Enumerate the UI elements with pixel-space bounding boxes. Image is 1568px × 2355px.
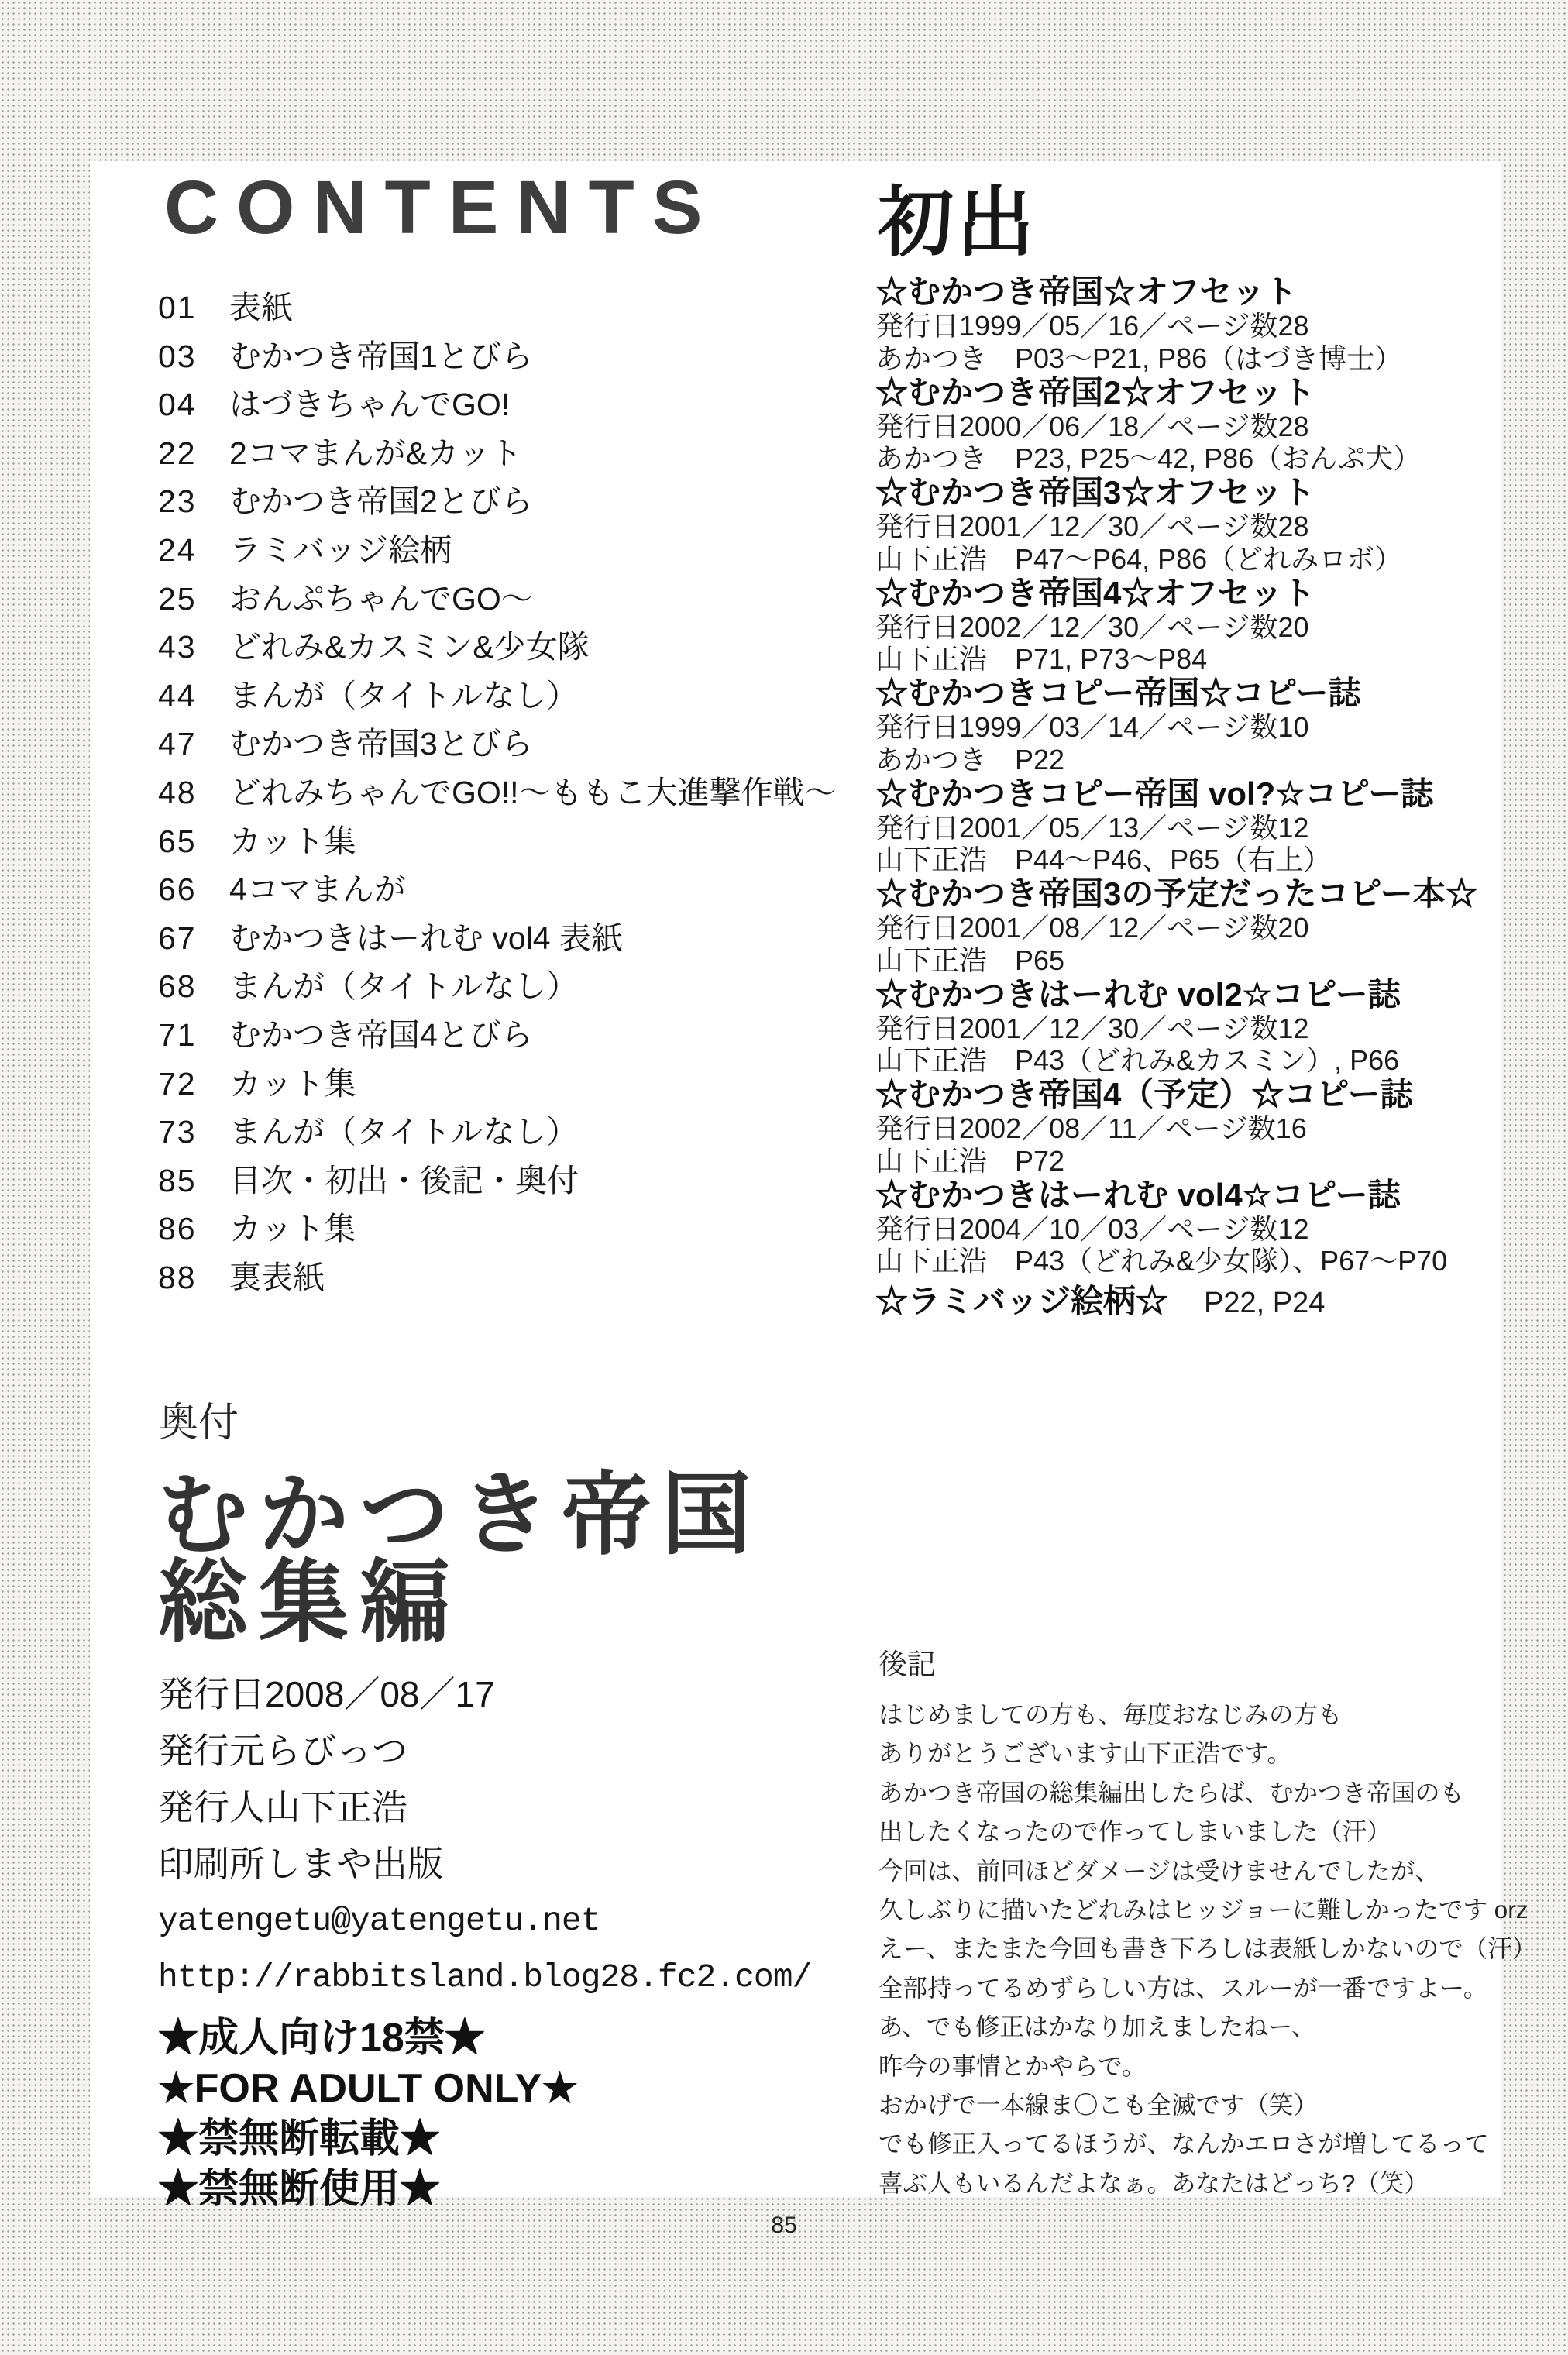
contact-email: yatengetu@yatengetu.net [158, 1902, 600, 1940]
toc-item [158, 961, 837, 1009]
first-publication-list [875, 274, 1508, 1384]
toc-item-title: 4コマまんが [229, 872, 406, 908]
toc-item-page: 65 [158, 823, 197, 859]
afterword-line: おかげで一本線ま〇こも全滅です（笑） [879, 2091, 1319, 2120]
publication-entry [875, 1178, 1508, 1278]
publication-entry [875, 375, 1508, 476]
toc-item [158, 718, 837, 767]
toc-item-page: 86 [158, 1211, 197, 1247]
toc-item-page: 47 [158, 726, 197, 762]
toc-item-title: 裏表紙 [229, 1259, 325, 1295]
warning-line: ★禁無断転載★ [158, 2116, 441, 2161]
toc-item-page: 03 [158, 338, 197, 374]
afterword-line: 出したくなったので作ってしまいました（汗） [879, 1817, 1391, 1846]
publication-entry-detail: あかつき P23, P25～42, P86（おんぷ犬） [875, 442, 1422, 474]
publication-entry-detail: 発行日1999／05／16／ページ数28 [875, 310, 1309, 342]
toc-item-title: 2コマまんが&カット [229, 435, 522, 471]
issuer: 発行人山下正浩 [158, 1787, 407, 1827]
publication-entry-detail: 発行日1999／03／14／ページ数10 [875, 711, 1309, 743]
publication-entry-title: ☆むかつき帝国3の予定だったコピー本☆ [875, 875, 1478, 912]
publication-entry [875, 274, 1508, 375]
afterword-line: でも修正入ってるほうが、なんかエロさが増してるって [879, 2130, 1489, 2158]
publication-entry-detail: 発行日2001／08／12／ページ数20 [875, 912, 1309, 944]
afterword-line: 久しぶりに描いたどれみはヒッジョーに難しかったです orz [879, 1896, 1528, 1924]
toc-item [158, 767, 837, 816]
toc-item-title: むかつき帝国4とびら [229, 1016, 533, 1053]
toc-item-page: 24 [158, 531, 197, 568]
publication-entry-detail: 発行日2001／05／13／ページ数12 [875, 811, 1309, 844]
publication-entry-title: ☆むかつきはーれむ vol2☆コピー誌 [875, 975, 1401, 1012]
afterword-line: 昨今の事情とかやらで。 [879, 2051, 1147, 2080]
website-url: http://rabbitsland.blog28.fc2.com/ [158, 1958, 812, 1996]
publication-entry-detail: 山下正浩 P71, P73～P84 [875, 643, 1208, 675]
warning-line: ★FOR ADULT ONLY★ [158, 2066, 578, 2111]
toc-item [158, 913, 837, 961]
toc-item [158, 670, 837, 719]
publication-entry-detail: 発行日2001／12／30／ページ数28 [875, 511, 1309, 542]
toc-item-title: むかつき帝国1とびら [229, 338, 533, 374]
toc-item [158, 331, 837, 380]
publication-entry-detail: 発行日2004／10／03／ページ数12 [875, 1212, 1309, 1245]
publication-entry-title: ☆むかつき帝国3☆オフセット [875, 474, 1315, 511]
toc-item-title: ラミバッジ絵柄 [229, 531, 452, 568]
toc-item [158, 864, 837, 913]
toc-item [158, 816, 837, 865]
publication-entry-detail: 山下正浩 P43（どれみ&カスミン）, P66 [875, 1044, 1400, 1076]
afterword-line: 今回は、前回ほどダメージは受けませんでしたが、 [879, 1856, 1439, 1885]
toc-item-title: カット集 [229, 1065, 356, 1102]
publication-entry-pages: P22, P24 [1204, 1287, 1326, 1319]
afterword-line: ありがとうございます山下正浩です。 [879, 1739, 1291, 1768]
toc-item-page: 04 [158, 387, 197, 423]
publication-entry [875, 576, 1508, 676]
toc-item [158, 1009, 837, 1058]
toc-item [158, 428, 837, 476]
publication-entry [875, 1077, 1508, 1178]
afterword-line: 喜ぶ人もいるんだよなぁ。あなたはどっち?（笑） [879, 2168, 1429, 2197]
toc-item-page: 85 [158, 1162, 197, 1198]
publication-entry-title: ☆むかつき帝国2☆オフセット [875, 373, 1315, 411]
toc-item-page: 71 [158, 1016, 197, 1053]
toc-item-page: 22 [158, 435, 197, 471]
colophon-heading: 奥付 [158, 1401, 239, 1446]
toc-item-page: 88 [158, 1259, 197, 1295]
toc-item-title: カット集 [229, 1211, 356, 1247]
toc-item-title: むかつきはーれむ vol4 表紙 [229, 920, 623, 956]
first-publication-heading: 初出 [877, 179, 1037, 265]
colophon [158, 1390, 811, 2215]
toc-item-page: 44 [158, 677, 197, 713]
publication-entry-detail: 山下正浩 P47～P64, P86（どれみロボ） [875, 542, 1403, 575]
publication-entry-detail: あかつき P03～P21, P86（はづき博士） [875, 342, 1403, 374]
publication-entry-detail: あかつき P22 [875, 743, 1065, 775]
toc-item-title: はづきちゃんでGO! [229, 387, 511, 423]
toc-item [158, 1252, 837, 1301]
publication-entry-detail: 発行日2002／12／30／ページ数20 [875, 610, 1309, 643]
toc-item-page: 23 [158, 483, 197, 520]
toc-item-title: どれみ&カスミン&少女隊 [229, 629, 590, 665]
publication-entry-detail: 発行日2000／06／18／ページ数28 [875, 410, 1309, 442]
publication-entry-detail: 発行日2001／12／30／ページ数12 [875, 1012, 1309, 1044]
toc-item [158, 282, 837, 331]
toc-item-page: 72 [158, 1065, 197, 1102]
afterword [879, 1641, 1537, 2202]
afterword-line: 全部持ってるめずらしい方は、スルーが一番ですよー。 [879, 1973, 1488, 2002]
afterword-line: あかつき帝国の総集編出したらば、むかつき帝国のも [879, 1778, 1465, 1807]
publication-entry-title: ☆むかつきコピー帝国☆コピー誌 [875, 675, 1361, 711]
colophon-info [158, 1666, 811, 2006]
toc-item-title: 表紙 [229, 290, 293, 325]
publication-entry-title: ☆むかつき帝国4☆オフセット [875, 574, 1315, 611]
warning-line: ★禁無断使用★ [158, 2167, 441, 2212]
toc-item [158, 1058, 837, 1107]
adult-warnings [158, 2013, 811, 2215]
toc-item [158, 1155, 837, 1204]
afterword-heading: 後記 [879, 1648, 936, 1680]
toc-item-title: おんぷちゃんでGO～ [229, 580, 533, 617]
contents-heading: CONTENTS [164, 165, 720, 249]
publication-entry-title: ☆ラミバッジ絵柄☆ [875, 1283, 1169, 1319]
toc-item-title: まんが（タイトルなし） [229, 677, 579, 713]
publication-entry-detail: 山下正浩 P44～P46、P65（右上） [875, 844, 1332, 875]
toc-item [158, 1106, 837, 1155]
toc-item-page: 73 [158, 1114, 197, 1150]
publication-entry-detail: 山下正浩 P43（どれみ&少女隊）、P67～P70 [875, 1245, 1448, 1277]
toc-item-title: まんが（タイトルなし） [229, 968, 579, 1005]
table-of-contents [158, 282, 837, 1300]
publication-entry [875, 676, 1508, 776]
toc-item [158, 524, 837, 573]
toc-item-page: 66 [158, 872, 197, 908]
toc-item-title: まんが（タイトルなし） [229, 1114, 579, 1150]
warning-line: ★成人向け18禁★ [158, 2016, 485, 2061]
publication-entry [875, 475, 1508, 576]
toc-item-page: 43 [158, 629, 197, 665]
printer: 印刷所しまや出版 [158, 1844, 443, 1884]
toc-item-title: むかつき帝国3とびら [229, 726, 533, 762]
publication-entry-title: ☆むかつきはーれむ vol4☆コピー誌 [875, 1176, 1401, 1213]
book-title-line2: 総集編 [158, 1552, 460, 1652]
page-number: 85 [771, 2212, 797, 2238]
afterword-line: あ、でも修正はかなり加えましたねー、 [879, 2013, 1316, 2041]
toc-item [158, 1203, 837, 1252]
publication-entry [875, 876, 1508, 977]
afterword-line: はじめましての方も、毎度おなじみの方も [879, 1700, 1343, 1728]
toc-item-title: むかつき帝国2とびら [229, 483, 533, 520]
publication-entry [875, 776, 1508, 877]
toc-item-title: カット集 [229, 823, 356, 859]
toc-item [158, 379, 837, 428]
toc-item-page: 01 [158, 290, 197, 325]
toc-item-page: 25 [158, 580, 197, 617]
publication-entry-title: ☆むかつきコピー帝国 vol?☆コピー誌 [875, 775, 1434, 812]
toc-item-page: 48 [158, 774, 197, 810]
publisher: 発行元らびっつ [158, 1731, 407, 1771]
publication-entry-detail: 山下正浩 P65 [875, 944, 1065, 976]
toc-item [158, 621, 837, 670]
toc-item-title: どれみちゃんでGO!!～ももこ大進撃作戦～ [229, 774, 837, 810]
publication-entry-detail: 山下正浩 P72 [875, 1144, 1065, 1177]
afterword-line: えー、またまた今回も書き下ろしは表紙しかないので（汗） [879, 1934, 1537, 1963]
publication-entry-title: ☆むかつき帝国4（予定）☆コピー誌 [875, 1076, 1413, 1112]
publish-date: 発行日2008／08／17 [158, 1674, 495, 1714]
toc-item [158, 476, 837, 524]
publication-entry-detail: 発行日2002／08／11／ページ数16 [875, 1112, 1307, 1144]
toc-item-page: 68 [158, 968, 197, 1005]
publication-entry [875, 977, 1508, 1078]
toc-item [158, 573, 837, 622]
book-title-line1: むかつき帝国 [158, 1464, 762, 1565]
content-sheet [90, 161, 1537, 2212]
toc-item-page: 67 [158, 920, 197, 956]
publication-entry-title: ☆むかつき帝国☆オフセット [875, 273, 1298, 310]
publication-entry [875, 1284, 1508, 1384]
toc-item-title: 目次・初出・後記・奥付 [229, 1162, 579, 1198]
